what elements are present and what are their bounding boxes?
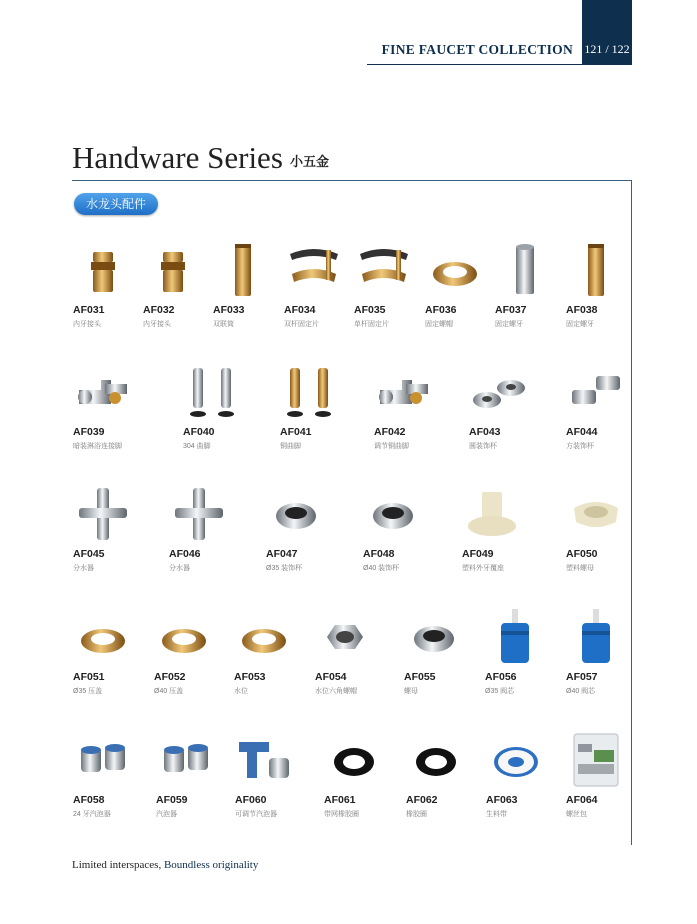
clamp-set-icon xyxy=(352,238,416,302)
square-flange-icon xyxy=(564,360,628,424)
aerator-icon xyxy=(71,728,135,792)
ptfe-tape-icon xyxy=(484,728,548,792)
chrome-cap-icon xyxy=(402,605,466,669)
aerator-icon xyxy=(154,728,218,792)
product-desc: Ø35 阀芯 xyxy=(485,688,515,695)
diverter-icon xyxy=(71,482,135,546)
product-desc: 圆装饰杯 xyxy=(469,443,497,450)
product-desc: 304 曲脚 xyxy=(183,443,211,450)
brass-tube-icon xyxy=(211,238,275,302)
chrome-cap-icon xyxy=(264,482,328,546)
product-desc: 24 牙汽泡器 xyxy=(73,811,111,818)
title-divider xyxy=(72,180,632,181)
product-desc: 双杆固定片 xyxy=(284,321,319,328)
brass-fitting-icon xyxy=(141,238,205,302)
product-code: AF050 xyxy=(566,548,598,560)
product-desc: 橡胶圈 xyxy=(406,811,427,818)
product-code: AF062 xyxy=(406,794,438,806)
chrome-tube-icon xyxy=(493,238,557,302)
product-code: AF058 xyxy=(73,794,105,806)
brass-ring-icon xyxy=(71,605,135,669)
brass-ring-icon xyxy=(423,238,487,302)
product-code: AF052 xyxy=(154,671,186,683)
product-desc: 水位 xyxy=(234,688,248,695)
chrome-hex-nut-icon xyxy=(313,605,377,669)
product-code: AF035 xyxy=(354,304,386,316)
aerator-key-icon xyxy=(233,728,297,792)
product-code: AF039 xyxy=(73,426,105,438)
product-desc: 单杆固定片 xyxy=(354,321,389,328)
product-desc: 分水器 xyxy=(169,565,190,572)
product-code: AF057 xyxy=(566,671,598,683)
product-desc: Ø35 装饰杯 xyxy=(266,565,303,572)
product-code: AF059 xyxy=(156,794,188,806)
product-desc: 双联筒 xyxy=(213,321,234,328)
chrome-elbow-icon xyxy=(372,360,436,424)
product-code: AF055 xyxy=(404,671,436,683)
cartridge-icon xyxy=(483,605,547,669)
product-code: AF043 xyxy=(469,426,501,438)
product-desc: 螺丝包 xyxy=(566,811,587,818)
product-code: AF038 xyxy=(566,304,598,316)
page-title: Handware Series xyxy=(72,140,283,175)
clamp-set-icon xyxy=(282,238,346,302)
product-desc: 调节铜曲脚 xyxy=(374,443,409,450)
product-code: AF033 xyxy=(213,304,245,316)
product-code: AF037 xyxy=(495,304,527,316)
product-desc: 汽泡器 xyxy=(156,811,177,818)
product-code: AF051 xyxy=(73,671,105,683)
cartridge-icon xyxy=(564,605,628,669)
product-code: AF046 xyxy=(169,548,201,560)
product-desc: Ø40 装饰杯 xyxy=(363,565,400,572)
product-code: AF034 xyxy=(284,304,316,316)
product-desc: 方装饰杯 xyxy=(566,443,594,450)
product-code: AF040 xyxy=(183,426,215,438)
product-code: AF048 xyxy=(363,548,395,560)
page-subtitle-cn: 小五金 xyxy=(290,154,330,169)
product-desc: 水位六角螺帽 xyxy=(315,688,357,695)
brass-ring-icon xyxy=(152,605,216,669)
screw-bag-icon xyxy=(564,728,628,792)
product-code: AF044 xyxy=(566,426,598,438)
chrome-cap-icon xyxy=(361,482,425,546)
product-desc: Ø40 压盖 xyxy=(154,688,184,695)
brass-ring-icon xyxy=(232,605,296,669)
product-desc: 带网橡胶圈 xyxy=(324,811,359,818)
product-code: AF063 xyxy=(486,794,518,806)
collection-title: FINE FAUCET COLLECTION xyxy=(381,42,573,57)
header-rule xyxy=(367,64,632,65)
product-desc: Ø35 压盖 xyxy=(73,688,103,695)
product-code: AF064 xyxy=(566,794,598,806)
product-code: AF053 xyxy=(234,671,266,683)
category-pill: 水龙头配件 xyxy=(74,193,158,215)
plastic-base-icon xyxy=(460,482,524,546)
brass-leg-icon xyxy=(278,360,342,424)
chrome-leg-icon xyxy=(181,360,245,424)
product-desc: 分水器 xyxy=(73,565,94,572)
chrome-flange-icon xyxy=(467,360,531,424)
product-desc: 塑料外牙覆座 xyxy=(462,565,504,572)
product-code: AF056 xyxy=(485,671,517,683)
brass-fitting-icon xyxy=(71,238,135,302)
product-desc: 固定螺帽 xyxy=(425,321,453,328)
product-desc: 内牙接头 xyxy=(73,321,101,328)
product-desc: 螺母 xyxy=(404,688,418,695)
page-numbers: 121 / 122 xyxy=(584,42,630,56)
rubber-washer-icon xyxy=(322,728,386,792)
product-code: AF060 xyxy=(235,794,267,806)
brass-tube-icon xyxy=(564,238,628,302)
product-code: AF061 xyxy=(324,794,356,806)
product-desc: 生料带 xyxy=(486,811,507,818)
product-desc: 可调节汽泡器 xyxy=(235,811,277,818)
product-code: AF031 xyxy=(73,304,105,316)
product-code: AF032 xyxy=(143,304,175,316)
rubber-washer-icon xyxy=(404,728,468,792)
product-desc: 塑料螺母 xyxy=(566,565,594,572)
product-code: AF042 xyxy=(374,426,406,438)
product-desc: 固定螺牙 xyxy=(495,321,523,328)
footer-slogan-part1: Limited interspaces, xyxy=(72,859,162,871)
product-desc: 固定螺牙 xyxy=(566,321,594,328)
right-border xyxy=(631,180,632,845)
product-desc: 暗装淋浴连接脚 xyxy=(73,443,122,450)
product-code: AF036 xyxy=(425,304,457,316)
diverter-icon xyxy=(167,482,231,546)
footer-slogan-part2: Boundless originality xyxy=(163,859,259,871)
footer-slogan xyxy=(72,859,258,871)
product-desc: 内牙接头 xyxy=(143,321,171,328)
product-code: AF041 xyxy=(280,426,312,438)
chrome-elbow-icon xyxy=(71,360,135,424)
product-code: AF049 xyxy=(462,548,494,560)
product-code: AF054 xyxy=(315,671,347,683)
product-desc: Ø40 阀芯 xyxy=(566,688,596,695)
product-code: AF045 xyxy=(73,548,105,560)
product-desc: 铜曲脚 xyxy=(280,443,301,450)
plastic-nut-icon xyxy=(564,482,628,546)
product-code: AF047 xyxy=(266,548,298,560)
